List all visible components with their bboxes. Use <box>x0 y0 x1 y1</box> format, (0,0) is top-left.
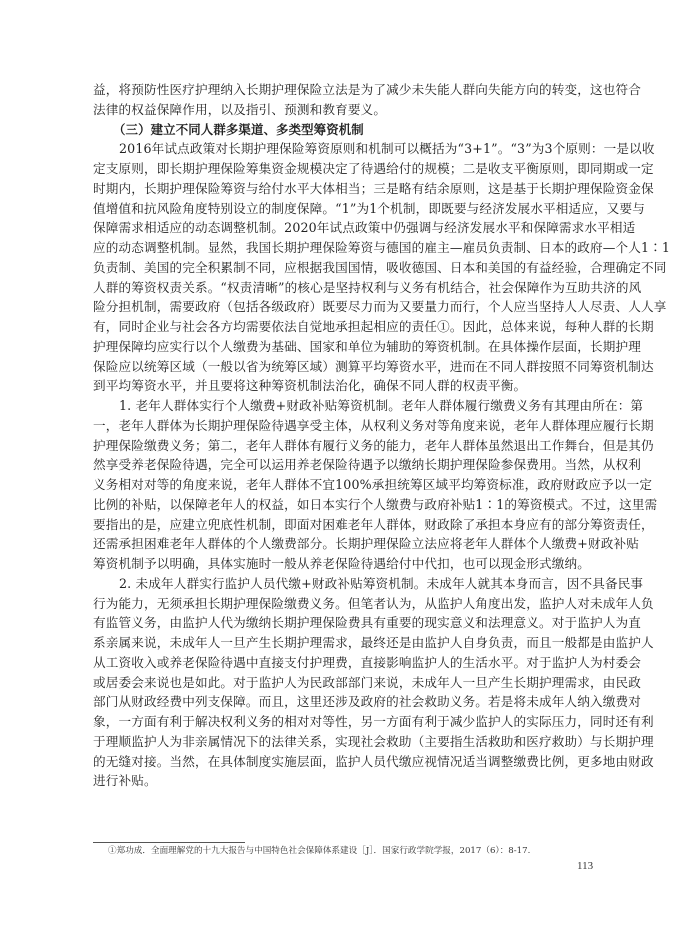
text-line: 有监管义务，由监护人代为缴纳长期护理保险费具有重要的现实意义和法理意义。对于监护人为直 <box>93 615 641 631</box>
text-line: 负责制、美国的完全积累制不同，应根据我国国情，吸收德国、日本和美国的有益经验，合理确定不同 <box>93 259 667 275</box>
text-line: 有，同时企业与社会各方均需要依法自觉地承担起相应的责任①。因此，总体来说，每种人群的长期 <box>93 319 654 334</box>
text-line: 2016年试点政策对长期护理保险筹资原则和机制可以概括为“3+1”。“3”为3个原则：一是以收 <box>119 141 655 157</box>
text-line: 时期内，长期护理保险筹资与给付水平大体相当；三是略有结余原则，这是基于长期护理保险资金保 <box>93 180 654 196</box>
text-line: 系亲属来说，未成年人一旦产生长期护理需求，最终还是由监护人自身负责，而且一般都是由监护人 <box>93 635 654 650</box>
text-line: 2. 未成年人群实行监护人员代缴+财政补贴筹资机制。未成年人就其本身而言，因不具备民事 <box>119 575 644 591</box>
page-number: 113 <box>577 860 594 872</box>
section-heading: （三）建立不同人群多渠道、多类型筹资机制 <box>113 121 364 137</box>
text-line: 要指出的是，应建立兜底性机制，即面对困难老年人群体，财政除了承担本身应有的部分筹资责任， <box>93 516 654 532</box>
text-line: 保障需求相适应的动态调整机制。2020年试点政策中仍强调与经济发展水平和保障需求水平相适 <box>93 220 636 236</box>
text-line: 法律的权益保障作用，以及指引、预测和教育要义。 <box>93 101 387 117</box>
text-line: 从工资收入或养老保险待遇中直接支付护理费，直接影响监护人的生活水平。对于监护人为村委会 <box>93 654 641 670</box>
text-line: 值增值和抗风险角度特别设立的制度保障。“1”为1个机制，即既要与经济发展水平相适应，又要与 <box>93 200 645 216</box>
text-line: 或居委会来说也是如此。对于监护人为民政部部门来说，未成年人一旦产生长期护理需求，由民政 <box>93 674 641 690</box>
text-line: 护理保障均应实行以个人缴费为基础、国家和单位为辅助的筹资机制。在具体操作层面，长期护理 <box>93 338 641 354</box>
text-line: 险分担机制，需要政府（包括各级政府）既要尽力而为又要量力而行，个人应当坚持人人尽责、人人享 <box>93 299 667 315</box>
text-line: 1. 老年人群体实行个人缴费+财政补贴筹资机制。老年人群体履行缴费义务有其理由所在：第 <box>119 398 644 413</box>
text-line: 应的动态调整机制。显然，我国长期护理保险筹资与德国的雇主—雇员负责制、日本的政府—个人1∶1 <box>93 240 671 255</box>
text-line: 人群的筹资权责关系。“权责清晰”的核心是坚持权利与义务有机结合，社会保障作为互助共济的风 <box>93 279 642 295</box>
text-line: 一，老年人群体为长期护理保险待遇享受主体，从权利义务对等角度来说，老年人群体理应履行长期 <box>93 417 654 433</box>
text-line: 部门从财政经费中列支保障。而且，这里还涉及政府的社会救助义务。若是将未成年人纳入缴费对 <box>93 694 641 710</box>
text-line: 筹资机制予以明确，具体实施时一般从养老保险待遇给付中代扣，也可以现金形式缴纳。 <box>93 556 591 571</box>
text-line: 行为能力，无须承担长期护理保险缴费义务。但笔者认为，从监护人角度出发，监护人对未成年人负 <box>93 595 654 611</box>
text-line: 进行补贴。 <box>93 773 157 789</box>
footnote: ①郑功成．全面理解党的十九大报告与中国特色社会保障体系建设［J］．国家行政学院学报，2017（6）：8-17. <box>108 846 531 856</box>
footnote-divider <box>93 842 245 843</box>
text-line: 定支原则，即长期护理保险筹集资金规模决定了待遇给付的规模；二是收支平衡原则，即同期或一定 <box>93 161 654 176</box>
text-line: 义务相对对等的角度来说，老年人群体不宜100%承担统筹区域平均筹资标准，政府财政应予以一定 <box>93 477 653 492</box>
body-text <box>93 80 671 791</box>
text-line: 还需承担困难老年人群体的个人缴费部分。长期护理保险立法应将老年人群体个人缴费+财政补贴 <box>93 536 639 552</box>
text-line: 然享受养老保险待遇，完全可以运用养老保险待遇予以缴纳长期护理保险参保费用。当然，从权利 <box>93 457 641 473</box>
text-line: 护理保险缴费义务；第二，老年人群体有履行义务的能力，老年人群体虽然退出工作舞台，但是其仍 <box>93 437 654 453</box>
text-line: 到平均筹资水平，并且要将这种筹资机制法治化，确保不同人群的权责平衡。 <box>93 378 527 394</box>
text-line: 比例的补贴，以保障老年人的权益，如日本实行个人缴费与政府补贴1∶1的筹资模式。不过，这里需 <box>93 496 658 512</box>
text-line: 的无缝对接。当然，在具体制度实施层面，监护人员代缴应视情况适当调整缴费比例，更多地由财政 <box>93 753 654 769</box>
text-line: 于理顺监护人为非亲属情况下的法律关系，实现社会救助（主要指生活救助和医疗救助）与长期护理 <box>93 733 654 749</box>
text-line: 益，将预防性医疗护理纳入长期护理保险立法是为了减少未失能人群向失能方向的转变，这也符合 <box>93 82 641 97</box>
text-line: 象，一方面有利于解决权利义务的相对对等性，另一方面有利于减少监护人的实际压力，同时还有利 <box>93 714 654 729</box>
text-line: 保险应以统筹区域（一般以省为统筹区域）测算平均筹资水平，进而在不同人群按照不同筹资机制达 <box>93 358 654 374</box>
